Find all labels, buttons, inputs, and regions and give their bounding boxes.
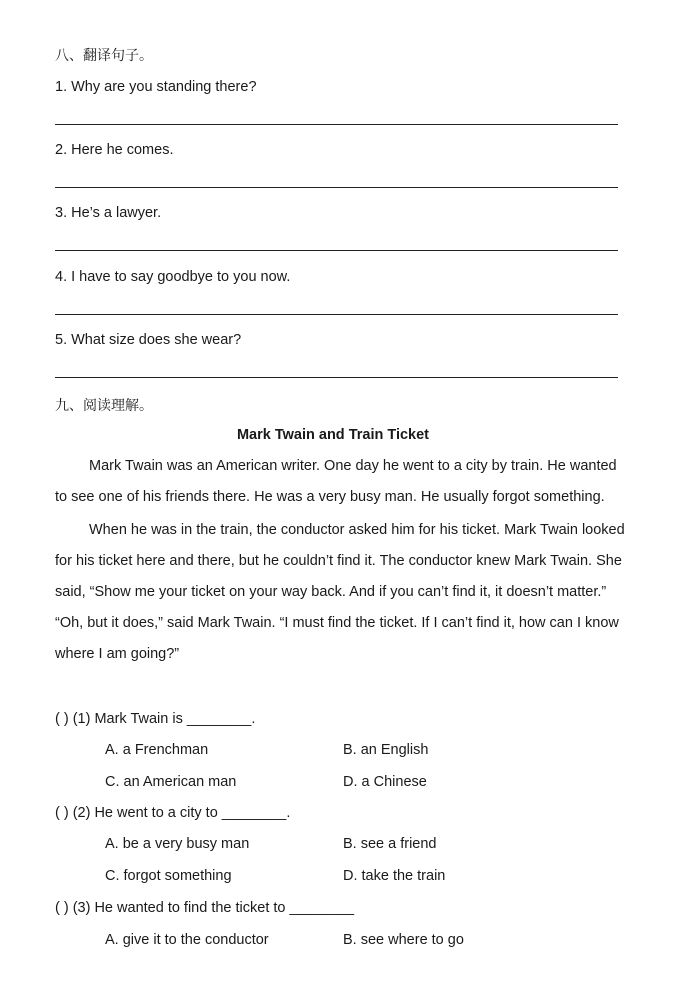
translation-sentence-1: 1. Why are you standing there? bbox=[55, 79, 257, 95]
translation-sentence-2: 2. Here he comes. bbox=[55, 142, 174, 158]
answer-line-2 bbox=[55, 187, 618, 188]
section-8-heading: 八、翻译句子。 bbox=[55, 48, 153, 64]
question-2-option-b: B. see a friend bbox=[343, 836, 437, 852]
translation-sentence-4: 4. I have to say goodbye to you now. bbox=[55, 269, 291, 285]
answer-line-3 bbox=[55, 250, 618, 251]
translation-sentence-5: 5. What size does she wear? bbox=[55, 332, 242, 348]
question-2-option-c: C. forgot something bbox=[105, 868, 232, 884]
question-1-option-c: C. an American man bbox=[105, 774, 237, 790]
answer-line-1 bbox=[55, 124, 618, 125]
question-1-option-a: A. a Frenchman bbox=[105, 742, 209, 758]
question-1-option-d: D. a Chinese bbox=[343, 774, 427, 790]
question-2-stem: ( ) (2) He went to a city to ________. bbox=[55, 805, 291, 821]
passage-paragraph-1: Mark Twain was an American writer. One day he went to a city by train. He wanted to see one of his friends there. He was a very busy man. He usually forgot something. bbox=[55, 458, 617, 505]
section-9-heading: 九、阅读理解。 bbox=[55, 398, 153, 414]
translation-sentence-3: 3. He’s a lawyer. bbox=[55, 205, 162, 221]
question-3-option-a: A. give it to the conductor bbox=[105, 932, 269, 948]
passage-paragraph-2: When he was in the train, the conductor asked him for his ticket. Mark Twain looked for his ticket here and there, but he couldn’t find it. The conductor knew Mark Twain. She said, “Show me your ticket on your way back. And if you can’t find it, it doesn’t matter.” “Oh, but it does,” said Mark Twain. “I must find the ticket. If I can’t find it, how can I know where I am going?” bbox=[55, 522, 625, 662]
question-3-stem: ( ) (3) He wanted to find the ticket to ________ bbox=[55, 900, 355, 916]
question-2-option-a: A. be a very busy man bbox=[105, 836, 250, 852]
question-1-option-b: B. an English bbox=[343, 742, 429, 758]
answer-line-5 bbox=[55, 377, 618, 378]
question-2-option-d: D. take the train bbox=[343, 868, 446, 884]
question-3-option-b: B. see where to go bbox=[343, 932, 464, 948]
passage-title: Mark Twain and Train Ticket bbox=[236, 427, 430, 443]
reading-passage bbox=[55, 451, 630, 670]
answer-line-4 bbox=[55, 314, 618, 315]
question-1-stem: ( ) (1) Mark Twain is ________. bbox=[55, 711, 256, 727]
